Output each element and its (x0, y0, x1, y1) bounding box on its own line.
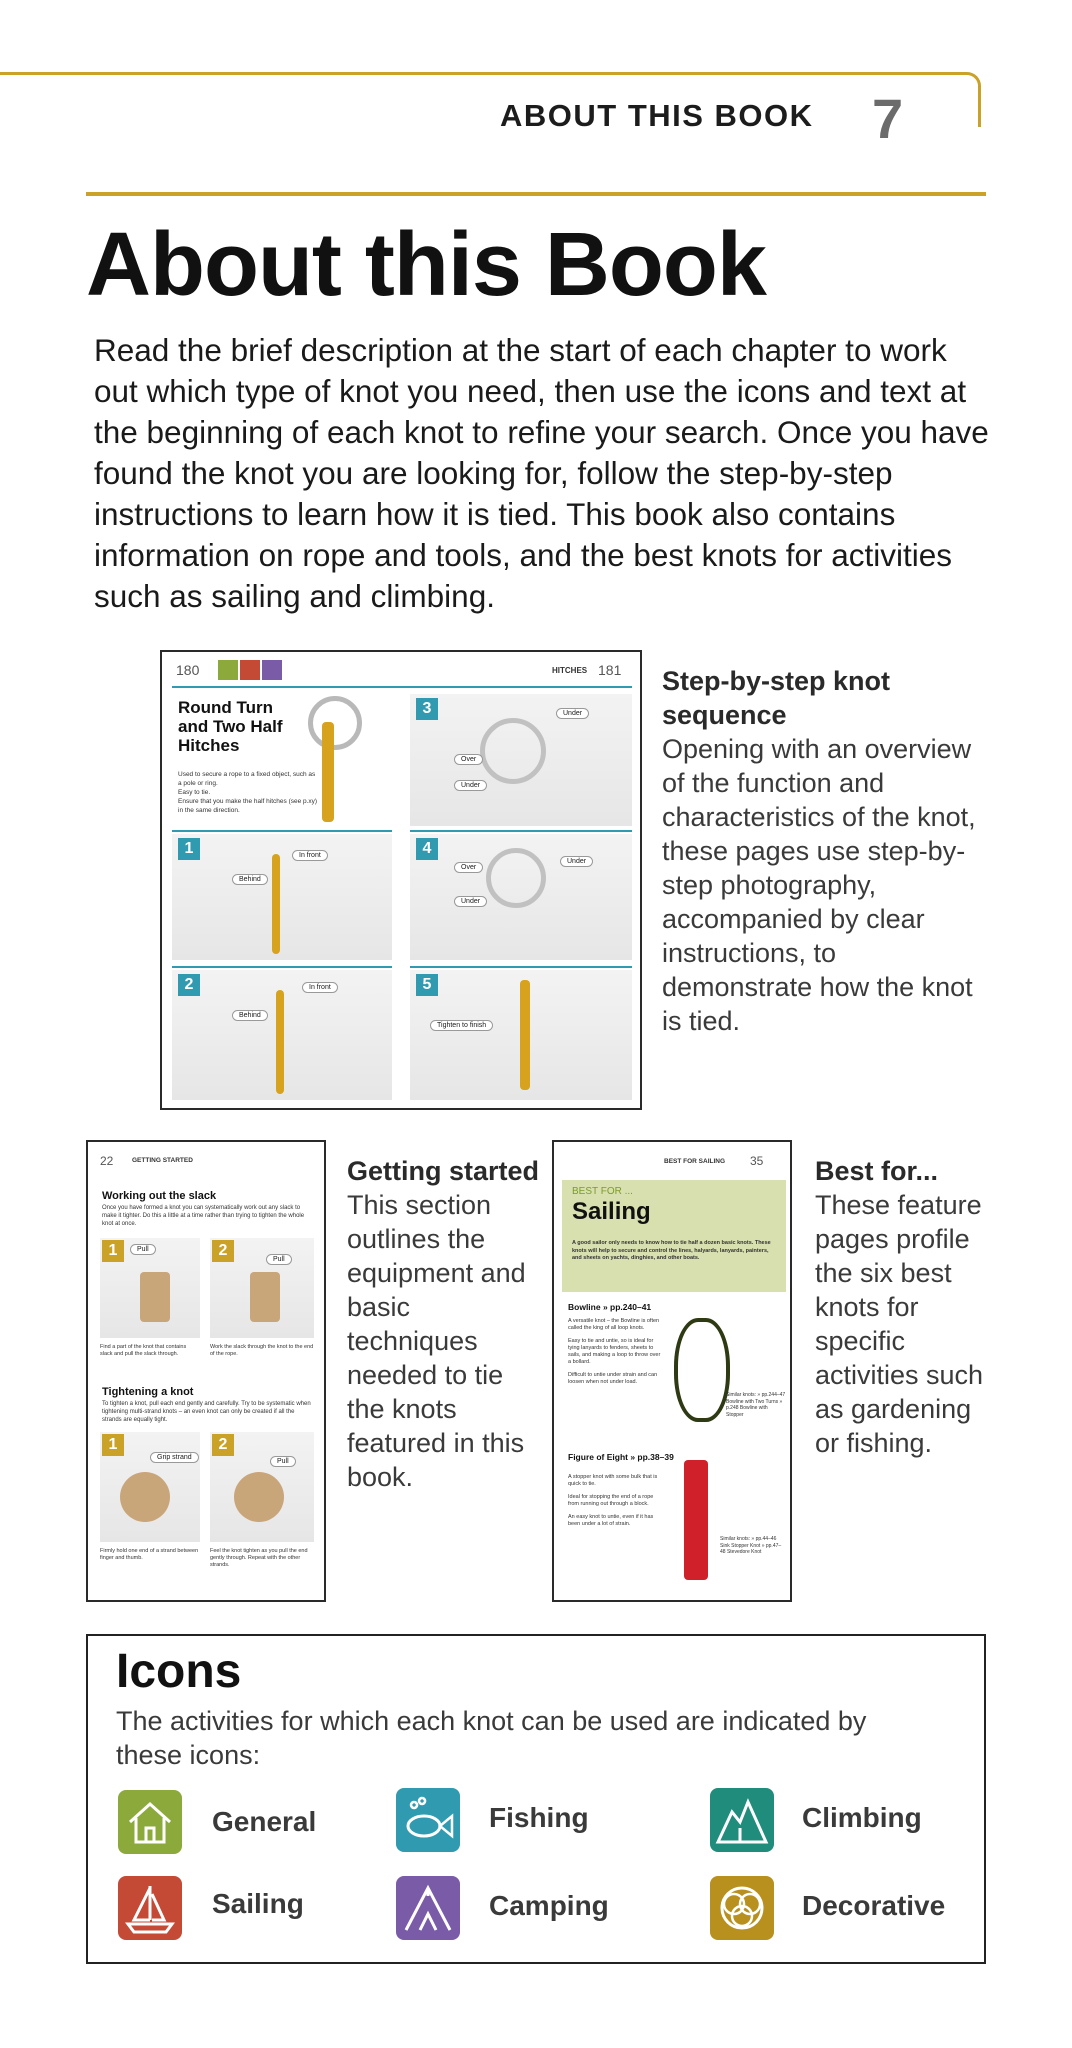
icons-description: The activities for which each knot can be used are indicated by these icons: (116, 1706, 867, 1770)
thumb-label: Under (454, 780, 487, 791)
best-for-body: These feature pages profile the six best knots for specific activities such as gardening or fishing. (815, 1190, 984, 1458)
page-title: About this Book (86, 215, 766, 315)
bf-similar-1: Similar knots: » pp.244–47 Bowline with Two Turns » p.248 Bowline with Stopper (726, 1392, 786, 1418)
thumb-ring (486, 848, 546, 908)
bf-knot-1-points (568, 1318, 664, 1386)
bf-title: Sailing (572, 1198, 651, 1225)
thumb-photo-2 (172, 970, 392, 1100)
bf-point: An easy knot to untie, even if it has been under a lot of strain. (568, 1514, 654, 1527)
best-for-heading: Best for... (815, 1156, 939, 1186)
gs-heading-1: Working out the slack (102, 1190, 217, 1202)
climbing-label: Climbing (802, 1802, 922, 1833)
header-frame (0, 72, 981, 127)
gs-heading-2: Tightening a knot (102, 1386, 194, 1398)
intro-paragraph: Read the brief description at the start of each chapter to work out which type of knot you need, then use the icons and text at the beginning of each knot to refine your search. Once you have found the knot you are looking for, follow the step-by-step instructions to learn how it is tied. This book also contains information on rope and tools, and the best knots for activities such as sailing and climbing. (94, 332, 989, 614)
icons-title: Icons (116, 1645, 242, 1698)
gs-knot (120, 1472, 170, 1522)
gs-step-1: 1 (102, 1240, 124, 1262)
thumb-photo-3 (410, 694, 632, 826)
thumb-knot-title: Round Turn and Two Half Hitches (178, 698, 283, 755)
camping-label: Camping (489, 1890, 609, 1921)
thumb-photo-5 (410, 970, 632, 1100)
thumb-camping-icon (262, 660, 282, 680)
bf-bowline-rope (674, 1318, 730, 1422)
step-by-step-body: Opening with an overview of the function and characteristics of the knot, these pages use step-by-step photography, accompanied by clear instructions, to demonstrate how the knot is tied. (662, 734, 976, 1036)
fishing-icon (396, 1788, 460, 1852)
gs-knot (234, 1472, 284, 1522)
thumb-label: In front (302, 982, 338, 993)
thumb-label: In front (292, 850, 328, 861)
bf-knot-1: Bowline » pp.240–41 (568, 1302, 652, 1312)
bf-knot-2: Figure of Eight » pp.38–39 (568, 1452, 674, 1462)
getting-started-heading: Getting started (347, 1156, 540, 1186)
thumb-label: Over (454, 862, 483, 873)
gs-pull-label: Pull (266, 1254, 292, 1265)
fishing-label: Fishing (489, 1802, 589, 1833)
thumb-label: Tighten to finish (430, 1020, 493, 1031)
thumb-label: Over (454, 754, 483, 765)
thumb-label: Behind (232, 1010, 268, 1021)
getting-started-body: This section outlines the equipment and basic techniques needed to tie the knots featured in this book. (347, 1190, 526, 1492)
gs-caption-3: Firmly hold one end of a strand between finger and thumb. (100, 1548, 199, 1561)
step-by-step-caption (662, 664, 982, 1038)
gs-rope (140, 1272, 170, 1322)
bf-page: 35 (750, 1154, 764, 1168)
thumb-left-page: 180 (176, 662, 200, 678)
running-title: ABOUT THIS BOOK (500, 98, 814, 133)
getting-started-caption (347, 1154, 547, 1494)
general-icon (118, 1790, 182, 1854)
thumb-label: Under (556, 708, 589, 719)
decorative-label: Decorative (802, 1890, 946, 1921)
gs-caption-4: Feel the knot tighten as you pull the end gently through. Repeat with the other strands. (210, 1548, 308, 1568)
thumb-step-1: 1 (178, 838, 200, 860)
thumb-bullet: Easy to tie. (178, 789, 211, 796)
bf-kicker: BEST FOR ... (572, 1186, 633, 1197)
thumb-right-page: 181 (598, 662, 622, 678)
thumb-photo-1 (172, 834, 392, 960)
bf-figure-eight-rope (684, 1460, 708, 1580)
thumb-ring (308, 696, 362, 750)
gs-text-1: Once you have formed a knot you can systematically work out any slack to make it tighter. Do this a little at a time rather than trying to tighten the whole knot at once. (102, 1205, 305, 1227)
thumb-bullet: Used to secure a rope to a fixed object, such as a pole or ring. (178, 771, 316, 787)
gs-photo-4 (210, 1432, 314, 1542)
gs-rope (250, 1272, 280, 1322)
thumb-step-4: 4 (416, 838, 438, 860)
thumb-rope (272, 854, 280, 954)
bf-point: Easy to tie and untie, so is ideal for tying lanyards to fenders, sheets to sails, and making a loop to throw over a bollard. (568, 1338, 661, 1365)
gs-pull-label: Pull (270, 1456, 296, 1467)
gs-text-2: To tighten a knot, pull each end gently and carefully. Try to be systematic when tightening multi-strand knots – an even knot can only be created if all the strands are equally tight. (102, 1401, 311, 1423)
page-number: 7 (872, 87, 904, 150)
thumb-rope (322, 722, 334, 822)
bf-similar-2: Similar knots: » pp.44–46 Sink Stopper Knot » pp.47–48 Stevedore Knot (720, 1536, 782, 1555)
gs-step-2: 2 (212, 1240, 234, 1262)
thumb-label: Under (560, 856, 593, 867)
gs-page: 22 (100, 1154, 114, 1168)
gs-section: GETTING STARTED (132, 1157, 193, 1164)
getting-started-thumbnail (86, 1140, 326, 1602)
gs-photo-1 (100, 1238, 200, 1338)
gs-grip-label: Grip strand (150, 1452, 199, 1463)
thumb-bar-4 (410, 830, 632, 832)
thumb-bar-2 (172, 966, 392, 968)
bf-knot-2-points (568, 1474, 664, 1528)
thumb-photo-4 (410, 834, 632, 960)
thumb-step-5: 5 (416, 974, 438, 996)
thumb-bullets (178, 770, 318, 815)
thumb-ring (480, 718, 546, 784)
title-rule (86, 192, 986, 196)
decorative-icon (710, 1876, 774, 1940)
sailing-label: Sailing (212, 1888, 304, 1919)
thumb-top-bar (172, 686, 632, 688)
gs-photo-2 (210, 1238, 314, 1338)
thumb-bar-5 (410, 966, 632, 968)
thumb-label: Under (454, 896, 487, 907)
thumb-bar-1 (172, 830, 392, 832)
gs-caption-1: Find a part of the knot that contains slack and pull the slack through. (100, 1344, 187, 1357)
bf-point: A versatile knot – the Bowline is often called the king of all loop knots. (568, 1318, 660, 1331)
thumb-rope (276, 990, 284, 1094)
gs-pull-label: Pull (130, 1244, 156, 1255)
thumb-step-2: 2 (178, 974, 200, 996)
step-by-step-thumbnail (160, 650, 642, 1110)
step-by-step-heading: Step-by-step knot sequence (662, 666, 891, 730)
sailing-icon (118, 1876, 182, 1940)
thumb-rope (520, 980, 530, 1090)
thumb-bullet: Ensure that you make the half hitches (see p.xy) in the same direction. (178, 798, 318, 814)
bf-point: Difficult to untie under strain and can loosen when not under load. (568, 1372, 658, 1385)
bf-point: Ideal for stopping the end of a rope from running out through a block. (568, 1494, 654, 1507)
bf-point: A stopper knot with some bulk that is quick to tie. (568, 1474, 658, 1487)
gs-step-4: 2 (212, 1434, 234, 1456)
gs-caption-2: Work the slack through the knot to the end of the rope. (210, 1344, 314, 1357)
thumb-label: Behind (232, 874, 268, 885)
thumb-section: HITCHES (552, 666, 588, 675)
gs-step-3: 1 (102, 1434, 124, 1456)
gs-photo-3 (100, 1432, 200, 1542)
bf-section: BEST FOR SAILING (664, 1158, 726, 1165)
climbing-icon (710, 1788, 774, 1852)
thumb-general-icon (218, 660, 238, 680)
thumb-sailing-icon (240, 660, 260, 680)
best-for-caption (815, 1154, 995, 1460)
bf-intro: A good sailor only needs to know how to tie half a dozen basic knots. These knots will help to secure and control the lines, halyards, lanyards, painters, and sheets on yachts, dinghies, and other boats. (572, 1240, 771, 1261)
general-label: General (212, 1806, 317, 1837)
thumb-step-3: 3 (416, 698, 438, 720)
bf-header-panel (562, 1180, 786, 1292)
camping-icon (396, 1876, 460, 1940)
best-for-thumbnail (552, 1140, 792, 1602)
